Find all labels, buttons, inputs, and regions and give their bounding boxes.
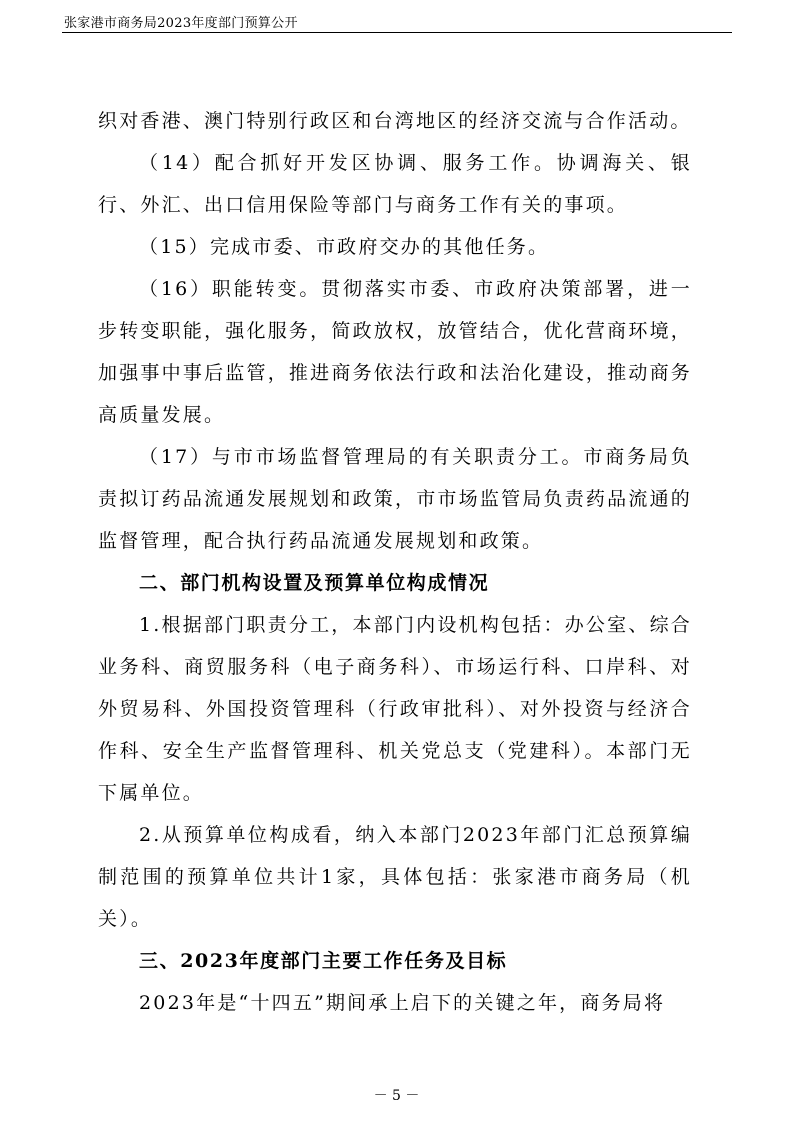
paragraph: 2023年是“十四五”期间承上启下的关键之年，商务局将	[139, 992, 666, 1014]
paragraph: （15）完成市委、市政府交办的其他任务。	[139, 236, 550, 258]
paragraph: 织对香港、澳门特别行政区和台湾地区的经济交流与合作活动。	[98, 110, 692, 132]
paragraph: （17）与市市场监督管理局的有关职责分工。市商务局负责拟订药品流通发展规划和政策，市市场监管局负责药品流通的监督管理，配合执行药品流通发展规划和政策。	[98, 446, 692, 552]
page-number: － 5 －	[373, 1088, 420, 1104]
paragraph: （14）配合抓好开发区协调、服务工作。协调海关、银行、外汇、出口信用保险等部门与商务工作有关的事项。	[98, 152, 692, 216]
paragraph: 1.根据部门职责分工，本部门内设机构包括：办公室、综合业务科、商贸服务科（电子商务科）、市场运行科、口岸科、对外贸易科、外国投资管理科（行政审批科）、对外投资与经济合作科、安全生产监督管理科、机关党总支（党建科）。本部门无下属单位。	[98, 614, 692, 804]
document-body	[98, 100, 692, 1024]
section-heading: 二、部门机构设置及预算单位构成情况	[139, 572, 490, 594]
page-header	[62, 10, 732, 33]
paragraph: （16）职能转变。贯彻落实市委、市政府决策部署，进一步转变职能，强化服务，简政放权，放管结合，优化营商环境，加强事中事后监管，推进商务依法行政和法治化建设，推动商务高质量发展。	[98, 278, 692, 426]
header-title: 张家港市商务局2023年度部门预算公开	[64, 16, 298, 31]
paragraph: 2.从预算单位构成看，纳入本部门2023年部门汇总预算编制范围的预算单位共计1家，具体包括：张家港市商务局（机关）。	[98, 824, 692, 930]
section-heading: 三、2023年度部门主要工作任务及目标	[139, 950, 508, 972]
